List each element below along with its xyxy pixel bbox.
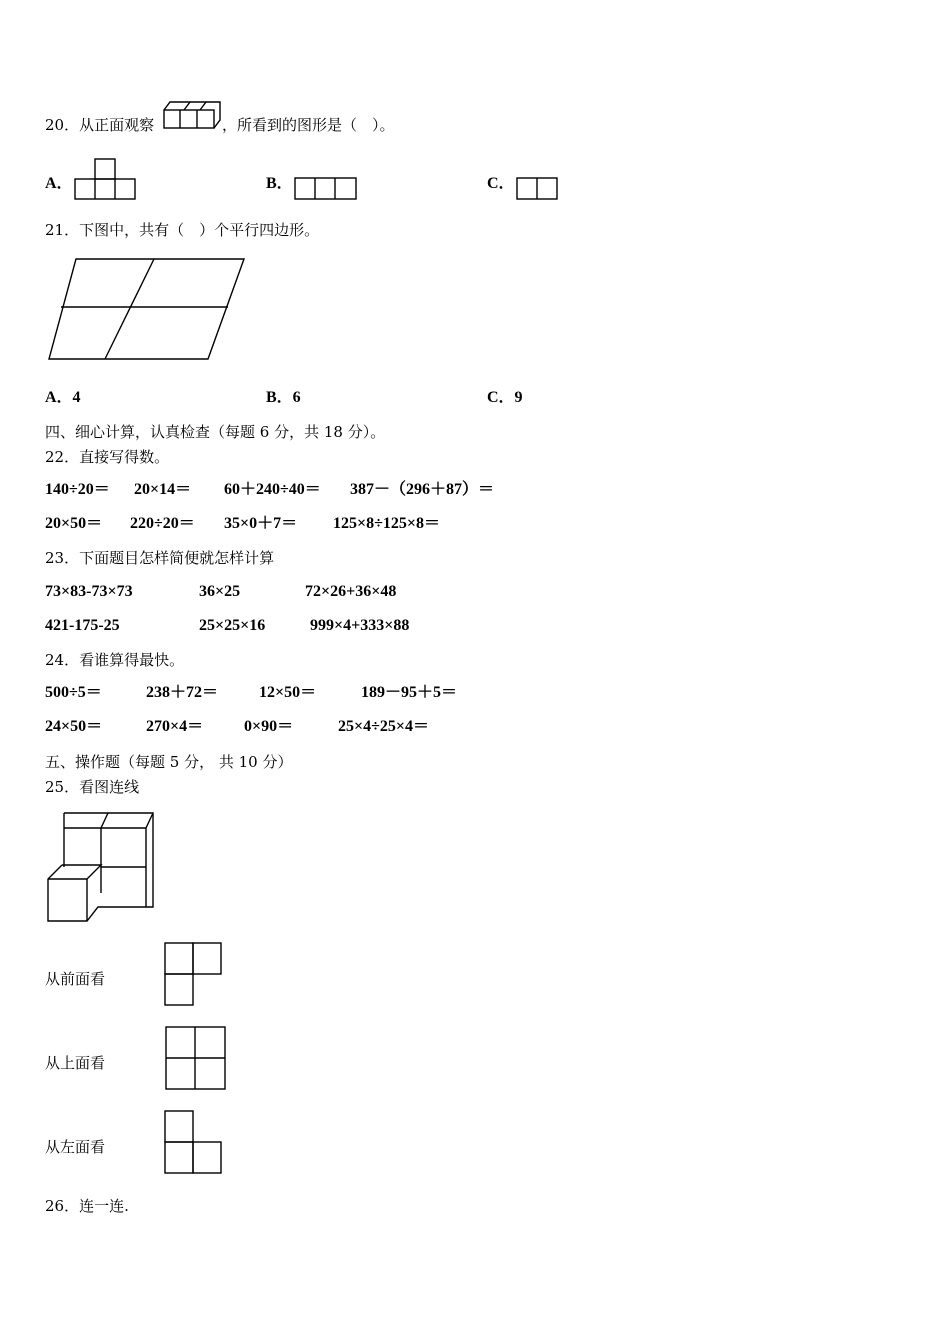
q25-view-left-label: 从左面看: [45, 1138, 106, 1156]
section5-title: 五、操作题（每题 5 分， 共 10 分）: [45, 753, 293, 771]
q22-r2-item2: 220÷20＝: [130, 515, 195, 532]
q21-option-c[interactable]: C．9: [487, 389, 523, 406]
q24-text: 24．看谁算得最快。: [45, 651, 185, 669]
q26-text: 26．连一连.: [45, 1197, 129, 1215]
q23-r2-item3: 999×4+333×88: [310, 617, 410, 634]
q25-view-top-label: 从上面看: [45, 1054, 106, 1072]
q25-view-front-label: 从前面看: [45, 970, 106, 988]
q21-text: 21．下图中，共有（ ）个平行四边形。: [45, 221, 320, 239]
q22-r1-item4: 387－（296＋87）＝: [350, 481, 495, 498]
q20-block-figure: [162, 100, 222, 130]
q22-r1-item3: 60＋240÷40＝: [224, 481, 321, 498]
q23-r1-item2: 36×25: [199, 583, 241, 600]
q23-r1-item3: 72×26+36×48: [305, 583, 397, 600]
q20-text-after: ，所看到的图形是（ ）。: [222, 116, 395, 134]
q24-r1-item3: 12×50＝: [259, 684, 317, 701]
q25-left-view-figure[interactable]: [164, 1110, 224, 1176]
q24-r1-item4: 189－95＋5＝: [361, 684, 458, 701]
q23-r2-item2: 25×25×16: [199, 617, 266, 634]
q23-r2-item1: 421-175-25: [45, 617, 120, 634]
q23-text: 23．下面题目怎样简便就怎样计算: [45, 549, 275, 567]
q24-r2-item4: 25×4÷25×4＝: [338, 718, 430, 735]
q24-r2-item1: 24×50＝: [45, 718, 103, 735]
q22-text: 22．直接写得数。: [45, 448, 170, 466]
q25-front-view-figure[interactable]: [164, 942, 224, 1008]
q20-option-c-label[interactable]: C．: [487, 175, 515, 192]
q25-cube-figure: [46, 811, 156, 926]
q24-r1-item1: 500÷5＝: [45, 684, 102, 701]
q24-r2-item2: 270×4＝: [146, 718, 204, 735]
q22-r2-item3: 35×0＋7＝: [224, 515, 298, 532]
q22-r2-item4: 125×8÷125×8＝: [333, 515, 441, 532]
q24-r2-item3: 0×90＝: [244, 718, 294, 735]
q20-option-c-figure: [516, 177, 560, 201]
section4-title: 四、细心计算，认真检查（每题 6 分，共 18 分）。: [45, 423, 386, 441]
q22-r2-item1: 20×50＝: [45, 515, 103, 532]
q20-option-b-figure: [294, 177, 358, 201]
q24-r1-item2: 238＋72＝: [146, 684, 219, 701]
q20-option-a-figure: [74, 158, 138, 200]
q25-top-view-figure[interactable]: [164, 1026, 228, 1092]
q21-option-a[interactable]: A．4: [45, 389, 81, 406]
q23-r1-item1: 73×83-73×73: [45, 583, 133, 600]
q20-option-b-label[interactable]: B．: [266, 175, 293, 192]
q21-option-b[interactable]: B．6: [266, 389, 301, 406]
q25-text: 25．看图连线: [45, 778, 140, 796]
q22-r1-item2: 20×14＝: [134, 481, 192, 498]
q20-option-a-label[interactable]: A．: [45, 175, 73, 192]
q20-text-before: 20．从正面观察: [45, 116, 155, 134]
q22-r1-item1: 140÷20＝: [45, 481, 110, 498]
q21-parallelogram-figure: [48, 258, 248, 362]
